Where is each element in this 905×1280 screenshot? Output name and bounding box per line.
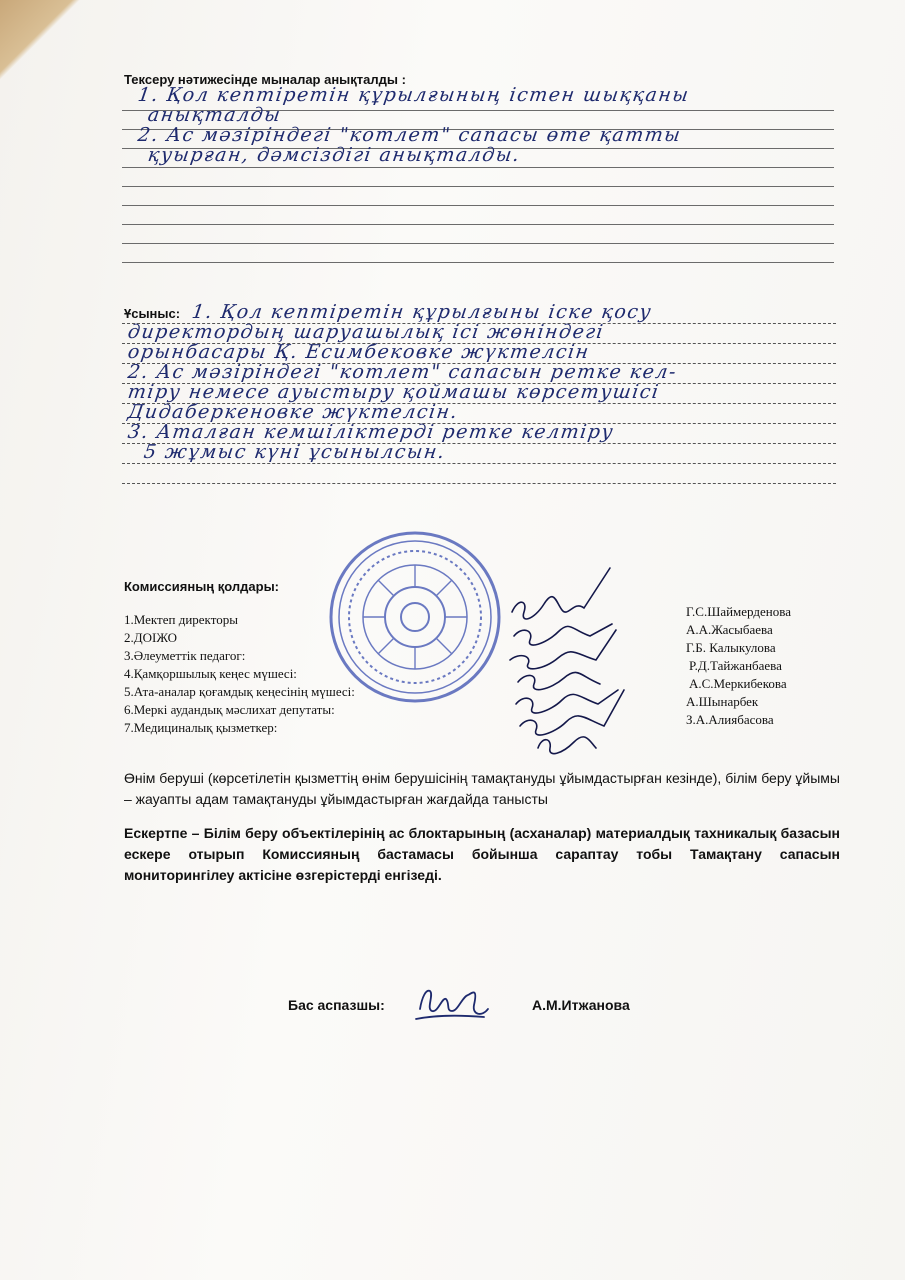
role-item: 3.Әлеуметтік педагог: xyxy=(124,648,246,663)
role-item: 2.ДОІЖО xyxy=(124,630,178,645)
torn-corner xyxy=(0,0,80,80)
member-name: Г.С.Шаймерденова xyxy=(686,604,791,619)
role-item: 4.Қамқоршылық кеңес мүшесі: xyxy=(124,666,297,681)
proposal-line-8: 5 жұмыс күні ұсынылсын. xyxy=(142,441,448,463)
proposal-line-7: 3. Аталған кемшіліктерді ретке келтіру xyxy=(126,421,616,443)
finding-line-3: 2. Ас мәзіріндегі "котлет" сапасы өте қатты xyxy=(136,124,683,146)
proposal-line-1: 1. Қол кептіретін құрылғыны іске қосу xyxy=(190,301,654,323)
proposal-line-5: тіру немесе ауыстыру қоймашы көрсетушісі xyxy=(126,381,662,403)
member-name: А.Шынарбек xyxy=(686,694,759,709)
proposal-line-4: 2. Ас мәзіріндегі "котлет" сапасын ретке кел- xyxy=(126,361,679,383)
proposal-line-2: директордың шаруашылық ісі жөніндегі xyxy=(126,321,606,343)
rule-line xyxy=(122,205,834,206)
dashed-line xyxy=(122,463,836,464)
rule-line xyxy=(122,243,834,244)
commission-roles xyxy=(124,611,355,737)
proposals-heading: Ұсыныс: xyxy=(124,306,181,321)
head-cook-signature-icon xyxy=(412,975,492,1025)
head-cook-name: А.М.Итжанова xyxy=(532,997,630,1013)
role-item: 5.Ата-аналар қоғамдық кеңесінің мүшесі: xyxy=(124,684,355,699)
member-name: Р.Д.Тайжанбаева xyxy=(689,658,782,673)
rule-line xyxy=(122,186,834,187)
finding-line-2: анықталды xyxy=(146,104,283,126)
role-item: 6.Меркі аудандық мәслихат депутаты: xyxy=(124,702,335,717)
findings-heading: Тексеру нәтижесінде мыналар анықталды : xyxy=(124,72,406,87)
member-name: А.А.Жасыбаева xyxy=(686,622,773,637)
role-item: 7.Медициналық қызметкер: xyxy=(124,720,278,735)
commission-signatures-icon xyxy=(500,560,640,760)
head-cook-label: Бас аспазшы: xyxy=(288,997,385,1013)
member-name: З.А.Алиябасова xyxy=(686,712,774,727)
finding-line-4: қуырған, дәмсіздігі анықталды. xyxy=(146,144,522,166)
commission-names xyxy=(686,603,791,729)
notice-paragraph: Өнім беруші (көрсетілетін қызметтің өнім берушісінің тамақтануды ұйымдастырған кезінде), білім беру ұйымы – жауапты адам тамақтануды ұйымдастырған жағдайда танысты xyxy=(124,770,840,807)
rule-line xyxy=(122,262,834,263)
dashed-line xyxy=(122,483,836,484)
role-item: 1.Мектеп директоры xyxy=(124,612,238,627)
rule-line xyxy=(122,224,834,225)
commission-heading: Комиссияның қолдары: xyxy=(124,579,280,594)
proposal-line-3: орынбасары Қ. Есимбековке жүктелсін xyxy=(126,341,592,363)
member-name: Г.Б. Калыкулова xyxy=(686,640,776,655)
note-paragraph: Ескертпе – Білім беру объектілерінің ас блоктарының (асханалар) материалдық тахникалық базасын ескере отырып Комиссияның бастамасы бойынша сараптау тобы Тамақтану сапасын мониторингілеу актісіне өзгерістерді енгізеді. xyxy=(124,825,840,883)
proposal-line-6: Дидаберкеновке жүктелсін. xyxy=(126,401,460,423)
finding-line-1: 1. Қол кептіретін құрылғының істен шыққаны xyxy=(136,84,691,106)
member-name: А.С.Меркибекова xyxy=(689,676,787,691)
rule-line xyxy=(122,167,834,168)
